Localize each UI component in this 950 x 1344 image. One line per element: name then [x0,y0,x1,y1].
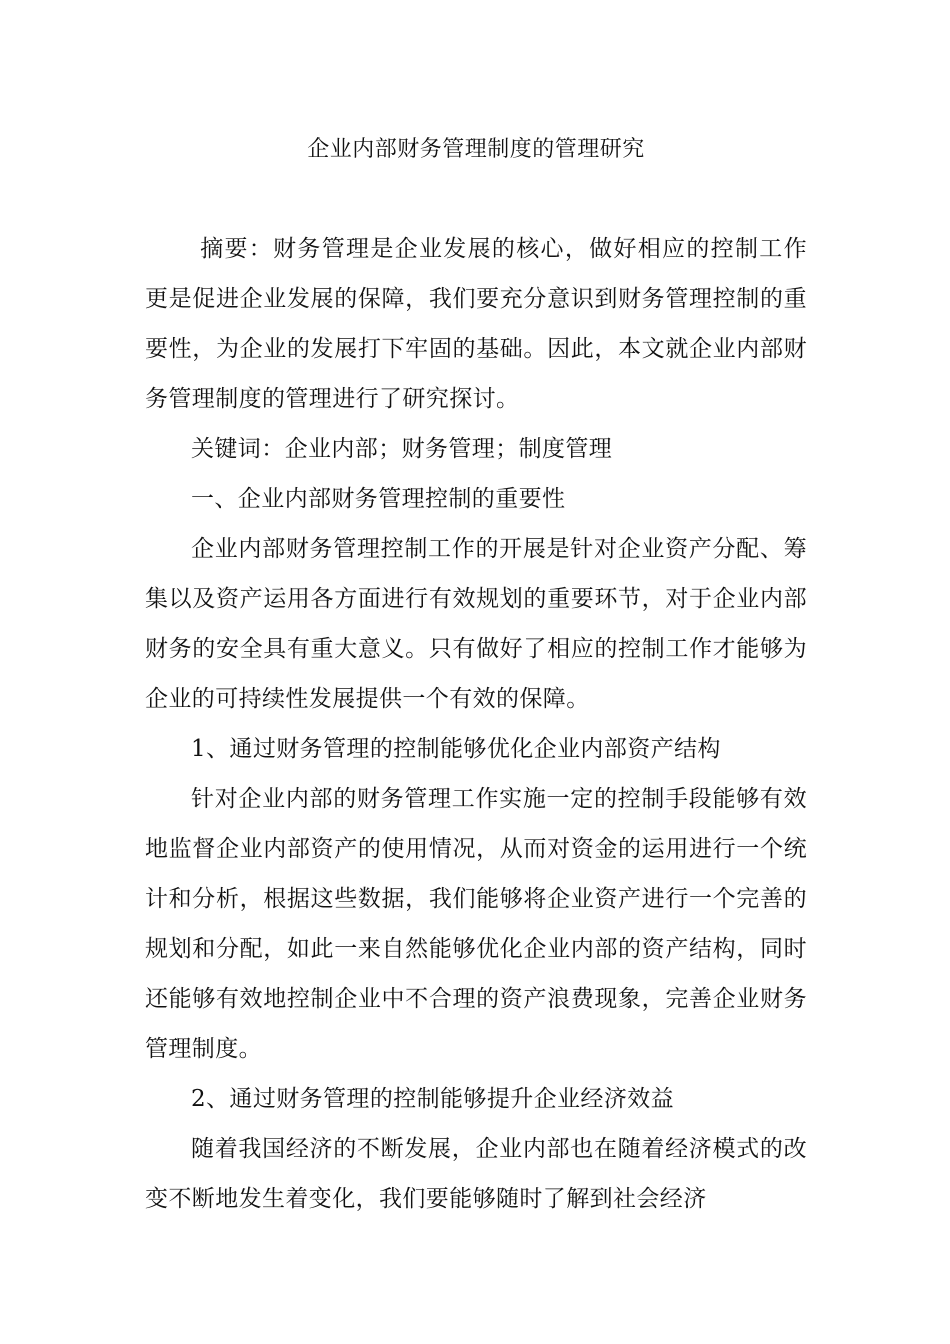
section-paragraph-1: 企业内部财务管理控制工作的开展是针对企业资产分配、筹集以及资产运用各方面进行有效规划的重要环节，对于企业内部财务的安全具有重大意义。只有做好了相应的控制工作才能够为企业的可持续性发展提供一个有效的保障。 [145,536,807,712]
document-title: 企业内部财务管理制度的管理研究 [307,137,645,162]
abstract-paragraph: 摘要：财务管理是企业发展的核心，做好相应的控制工作更是促进企业发展的保障，我们要充分意识到财务管理控制的重要性，为企业的发展打下牢固的基础。因此，本文就企业内部财务管理制度的管理进行了研究探讨。 [145,236,807,412]
subsection-heading-2: 2、通过财务管理的控制能够提升企业经济效益 [191,1086,675,1112]
subsection-paragraph-2: 随着我国经济的不断发展，企业内部也在随着经济模式的改变不断地发生着变化，我们要能够随时了解到社会经济 [145,1136,807,1212]
subsection-heading-1: 1、通过财务管理的控制能够优化企业内部资产结构 [191,736,721,762]
section-heading-1: 一、企业内部财务管理控制的重要性 [191,486,566,512]
title-spacer [145,172,807,224]
document-body [145,128,807,1224]
subsection-paragraph-1: 针对企业内部的财务管理工作实施一定的控制手段能够有效地监督企业内部资产的使用情况，从而对资金的运用进行一个统计和分析，根据这些数据，我们能够将企业资产进行一个完善的规划和分配，如此一来自然能够优化企业内部的资产结构，同时还能够有效地控制企业中不合理的资产浪费现象，完善企业财务管理制度。 [145,786,807,1062]
keywords-line: 关键词：企业内部；财务管理；制度管理 [191,436,613,462]
